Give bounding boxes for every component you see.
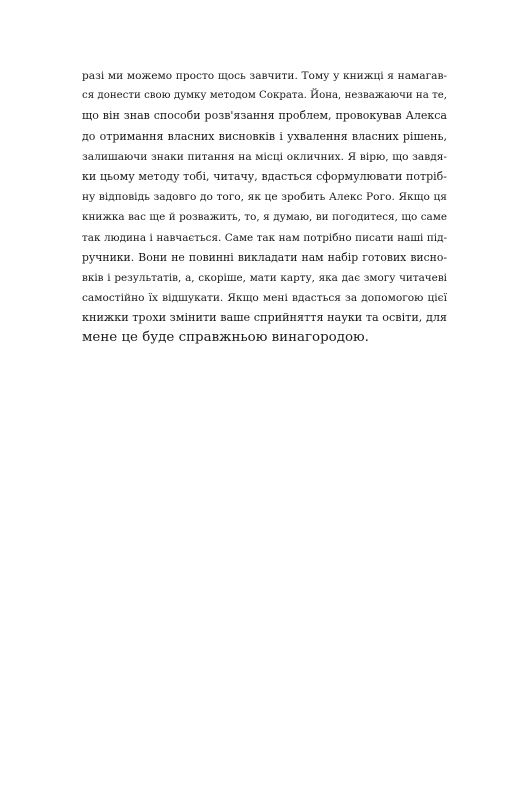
text-line-11: вків і результатів, а, скоріше, мати карту, яка дає змогу читачеві: [82, 271, 447, 284]
text-line-5: залишаючи знаки питання на місці окличних. Я вірю, що завдя-: [82, 150, 447, 163]
text-line-6: ки цьому методу тобі, читачу, вдасться сформулювати потріб-: [82, 169, 447, 183]
text-line-14: мене це буде справжньою винагородою.: [82, 330, 369, 346]
text-line-7: ну відповідь задовго до того, як це зробить Алекс Рого. Якщо ця: [82, 191, 447, 204]
body-paragraph: [82, 66, 447, 349]
text-line-2: ся донести свою думку методом Сократа. Йона, незважаючи на те,: [82, 90, 447, 102]
text-line-4: до отримання власних висновків і ухвалення власних рішень,: [82, 129, 447, 143]
text-line-10: ручники. Вони не повинні викладати нам набір готових висно-: [82, 250, 447, 264]
text-line-12: самостійно їх відшукати. Якщо мені вдасться за допомогою цієї: [82, 292, 447, 305]
text-line-9: так людина і навчається. Саме так нам потрібно писати наші під-: [82, 231, 447, 244]
text-line-8: книжка вас ще й розважить, то, я думаю, ви погодитеся, що саме: [82, 211, 447, 224]
text-line-13: книжки трохи змінити ваше сприйняття науки та освіти, для: [82, 311, 447, 325]
text-line-3: що він знав способи розв'язання проблем, провокував Алекса: [82, 109, 447, 123]
text-line-1: разі ми можемо просто щось завчити. Тому у книжці я намагав-: [82, 70, 447, 82]
